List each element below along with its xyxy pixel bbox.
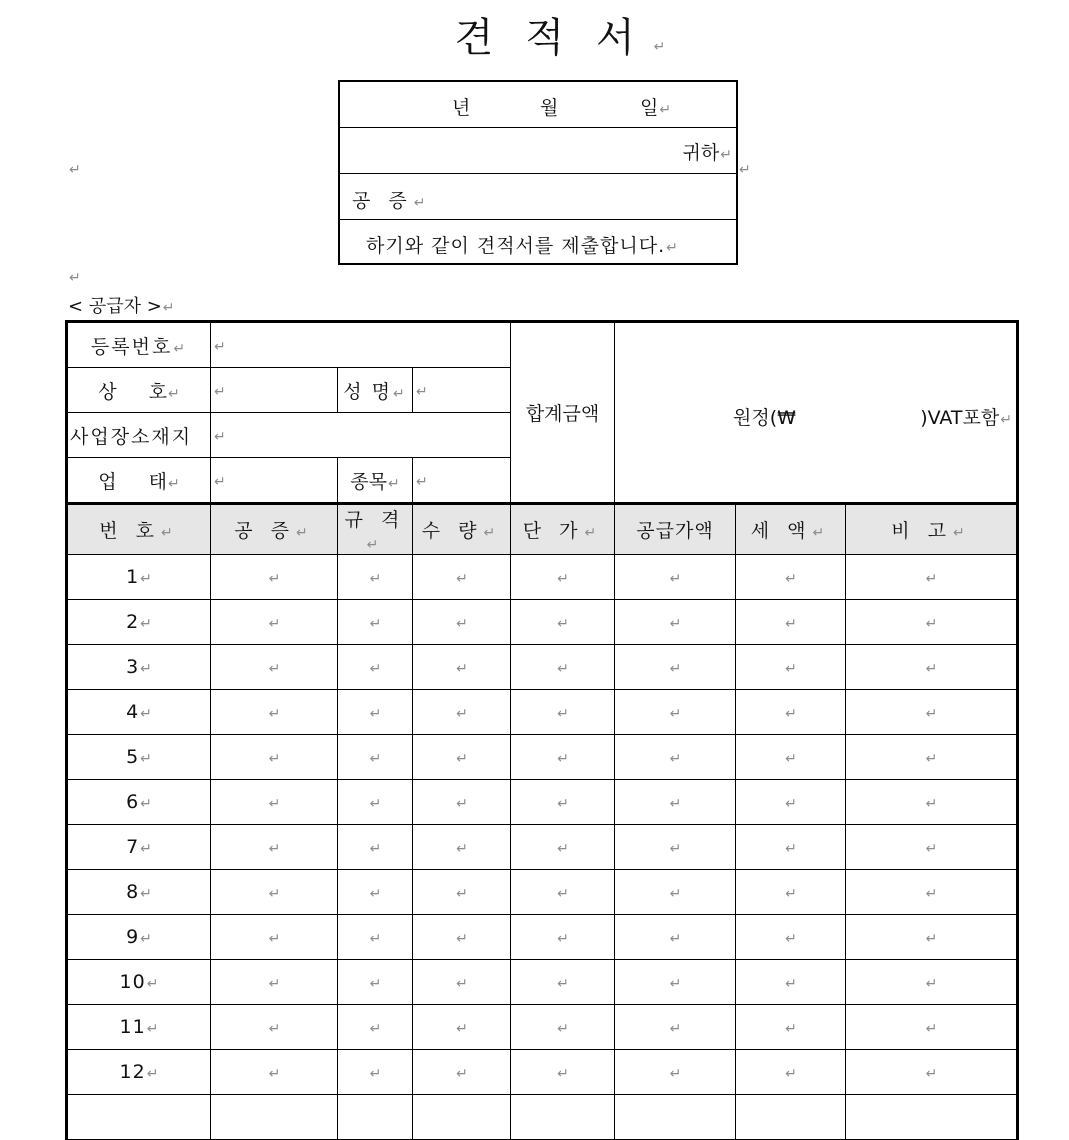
spec-cell[interactable]: [338, 690, 413, 735]
paragraph-mark-icon: ↵: [69, 270, 81, 286]
quantity-cell[interactable]: [413, 960, 511, 1005]
paragraph-mark-icon: ↵: [785, 976, 797, 992]
row-number-cell: 8↵: [67, 870, 211, 915]
unit-price-cell[interactable]: [511, 870, 615, 915]
paragraph-mark-icon: ↵: [416, 384, 428, 400]
note-cell[interactable]: [846, 645, 1018, 690]
row-number-cell: 11↵: [67, 1005, 211, 1050]
item-cell[interactable]: [211, 600, 338, 645]
spec-cell[interactable]: [338, 870, 413, 915]
note-cell[interactable]: [846, 735, 1018, 780]
col-header-spec: 규 격↵: [338, 504, 413, 555]
paragraph-mark-icon: ↵: [173, 340, 188, 357]
paragraph-mark-icon: ↵: [785, 931, 797, 947]
note-cell[interactable]: [846, 690, 1018, 735]
spec-cell[interactable]: [338, 735, 413, 780]
total-suffix: )VAT포함↵: [920, 407, 1012, 429]
supply-amount-cell[interactable]: [615, 735, 736, 780]
paragraph-mark-icon: ↵: [925, 751, 938, 767]
item-cell[interactable]: [211, 1005, 338, 1050]
item-type-value[interactable]: [413, 458, 511, 504]
note-cell[interactable]: [846, 915, 1018, 960]
paragraph-mark-icon: ↵: [369, 976, 382, 992]
paragraph-mark-icon: ↵: [161, 525, 179, 541]
paragraph-mark-icon: ↵: [557, 706, 569, 722]
paragraph-mark-icon: ↵: [140, 796, 152, 812]
tax-cell[interactable]: [736, 825, 846, 870]
spec-cell[interactable]: [338, 1050, 413, 1095]
paragraph-mark-icon: ↵: [785, 1066, 797, 1082]
paragraph-mark-icon: ↵: [925, 886, 938, 902]
tax-cell[interactable]: [736, 600, 846, 645]
tax-cell[interactable]: [736, 915, 846, 960]
items-body: [67, 555, 1018, 1140]
paragraph-mark-icon: ↵: [925, 931, 938, 947]
paragraph-mark-icon: ↵: [557, 841, 569, 857]
paragraph-mark-icon: ↵: [669, 886, 682, 902]
paragraph-mark-icon: ↵: [456, 886, 468, 902]
paragraph-mark-icon: ↵: [140, 931, 152, 947]
table-row: [67, 600, 1018, 645]
col-header-quantity: 수 량↵: [413, 504, 511, 555]
paragraph-mark-icon: ↵: [785, 841, 797, 857]
quantity-cell[interactable]: [413, 870, 511, 915]
supply-amount-cell[interactable]: [615, 870, 736, 915]
paragraph-mark-icon: ↵: [268, 616, 281, 632]
note-cell[interactable]: [846, 600, 1018, 645]
paragraph-mark-icon: ↵: [369, 1066, 382, 1082]
table-row: [67, 645, 1018, 690]
spec-cell[interactable]: [338, 1095, 413, 1140]
item-cell[interactable]: [211, 915, 338, 960]
supply-amount-cell[interactable]: [615, 915, 736, 960]
recipient-row: [340, 127, 736, 173]
total-amount-label: 합계금액: [511, 322, 615, 504]
paragraph-mark-icon: ↵: [669, 841, 682, 857]
paragraph-mark-icon: ↵: [140, 661, 152, 677]
row-number-cell: 1↵: [67, 555, 211, 600]
paragraph-mark-icon: ↵: [653, 39, 670, 55]
paragraph-mark-icon: ↵: [296, 525, 314, 541]
supply-amount-cell[interactable]: [615, 780, 736, 825]
paragraph-mark-icon: ↵: [557, 1021, 569, 1037]
paragraph-mark-icon: ↵: [268, 1066, 281, 1082]
col-header-number: 번 호↵: [67, 504, 211, 555]
paragraph-mark-icon: ↵: [268, 1021, 281, 1037]
supplier-section-label: < 공급자 >↵: [68, 296, 175, 317]
paragraph-mark-icon: ↵: [557, 886, 569, 902]
unit-price-cell[interactable]: [511, 690, 615, 735]
col-header-unit-price: 단 가↵: [511, 504, 615, 555]
row-number-cell: 2↵: [67, 600, 211, 645]
paragraph-mark-icon: ↵: [785, 751, 797, 767]
paragraph-mark-icon: ↵: [456, 616, 468, 632]
paragraph-mark-icon: ↵: [268, 706, 281, 722]
table-row: [67, 1095, 1018, 1140]
unit-price-cell[interactable]: [511, 780, 615, 825]
paragraph-mark-icon: ↵: [557, 1066, 569, 1082]
row-number-cell: 9↵: [67, 915, 211, 960]
paragraph-mark-icon: ↵: [167, 475, 180, 492]
month-label: 월: [540, 97, 559, 119]
paragraph-mark-icon: ↵: [369, 1021, 382, 1037]
quantity-cell[interactable]: [413, 600, 511, 645]
items-table: [65, 502, 1019, 1140]
paragraph-mark-icon: ↵: [669, 931, 682, 947]
tax-cell[interactable]: [736, 960, 846, 1005]
row-number-cell: 12↵: [67, 1050, 211, 1095]
supply-amount-cell[interactable]: [615, 960, 736, 1005]
total-prefix: 원정(₩: [733, 407, 796, 429]
unit-price-cell[interactable]: [511, 915, 615, 960]
supply-amount-cell[interactable]: [615, 645, 736, 690]
table-row: [67, 825, 1018, 870]
supply-amount-cell[interactable]: [615, 1005, 736, 1050]
note-cell[interactable]: [846, 870, 1018, 915]
paragraph-mark-icon: ↵: [268, 571, 281, 587]
paragraph-mark-icon: ↵: [785, 571, 797, 587]
note-cell[interactable]: [846, 1005, 1018, 1050]
paragraph-mark-icon: ↵: [666, 240, 679, 256]
paragraph-mark-icon: ↵: [69, 162, 81, 178]
items-header-row: [67, 504, 1018, 555]
paragraph-mark-icon: ↵: [268, 886, 281, 902]
business-type-label: 업 태↵: [67, 458, 211, 504]
paragraph-mark-icon: ↵: [669, 571, 682, 587]
paragraph-mark-icon: ↵: [785, 886, 797, 902]
row-number-cell: 7↵: [67, 825, 211, 870]
paragraph-mark-icon: ↵: [925, 661, 938, 677]
date-row: [340, 82, 736, 127]
item-cell[interactable]: [211, 645, 338, 690]
paragraph-mark-icon: ↵: [953, 525, 971, 541]
paragraph-mark-icon: ↵: [369, 706, 382, 722]
item-type-label: 종목↵: [338, 458, 413, 504]
paragraph-mark-icon: ↵: [167, 385, 180, 402]
table-row: [67, 960, 1018, 1005]
spec-cell[interactable]: [338, 915, 413, 960]
tax-cell[interactable]: [736, 1050, 846, 1095]
table-row: [67, 690, 1018, 735]
col-header-supply-amount: 공급가액: [615, 504, 736, 555]
supply-amount-cell[interactable]: [615, 1095, 736, 1140]
paragraph-mark-icon: ↵: [557, 751, 569, 767]
document-title: [0, 10, 1069, 75]
recipient-suffix: 귀하↵: [682, 142, 732, 164]
title-char: 견: [454, 15, 498, 61]
business-type-value[interactable]: [211, 458, 338, 504]
paragraph-mark-icon: ↵: [366, 537, 385, 553]
paragraph-mark-icon: ↵: [456, 751, 468, 767]
supply-amount-cell[interactable]: [615, 825, 736, 870]
paragraph-mark-icon: ↵: [369, 616, 382, 632]
paragraph-mark-icon: ↵: [925, 1066, 938, 1082]
row-number-cell: 6↵: [67, 780, 211, 825]
paragraph-mark-icon: ↵: [162, 300, 175, 316]
address-value[interactable]: [211, 413, 511, 458]
tax-cell[interactable]: [736, 780, 846, 825]
paragraph-mark-icon: ↵: [456, 931, 468, 947]
unit-price-cell[interactable]: [511, 1095, 615, 1140]
subject-label: 공 증↵: [352, 190, 432, 212]
quantity-cell[interactable]: [413, 690, 511, 735]
paragraph-mark-icon: ↵: [925, 616, 938, 632]
unit-price-cell[interactable]: [511, 960, 615, 1005]
total-amount-value[interactable]: [615, 322, 1018, 504]
tax-cell[interactable]: [736, 645, 846, 690]
supply-amount-cell[interactable]: [615, 1050, 736, 1095]
paragraph-mark-icon: ↵: [669, 751, 682, 767]
table-row: [67, 1005, 1018, 1050]
paragraph-mark-icon: ↵: [214, 429, 226, 445]
paragraph-mark-icon: ↵: [669, 706, 682, 722]
paragraph-mark-icon: ↵: [456, 1021, 468, 1037]
paragraph-mark-icon: ↵: [669, 976, 682, 992]
paragraph-mark-icon: ↵: [785, 796, 797, 812]
quantity-cell[interactable]: [413, 735, 511, 780]
title-char: 서: [595, 15, 639, 61]
unit-price-cell[interactable]: [511, 645, 615, 690]
note-row: [340, 219, 736, 265]
table-row: [67, 735, 1018, 780]
paragraph-mark-icon: ↵: [925, 571, 938, 587]
unit-price-cell[interactable]: [511, 600, 615, 645]
tax-cell[interactable]: [736, 690, 846, 735]
paragraph-mark-icon: ↵: [140, 841, 152, 857]
unit-price-cell[interactable]: [511, 735, 615, 780]
paragraph-mark-icon: ↵: [369, 886, 382, 902]
paragraph-mark-icon: ↵: [785, 661, 797, 677]
paragraph-mark-icon: ↵: [214, 339, 226, 355]
company-name-value[interactable]: [211, 368, 338, 413]
quantity-cell[interactable]: [413, 825, 511, 870]
item-cell[interactable]: [211, 780, 338, 825]
paragraph-mark-icon: ↵: [1000, 412, 1012, 428]
spec-cell[interactable]: [338, 645, 413, 690]
supply-amount-cell[interactable]: [615, 555, 736, 600]
tax-cell[interactable]: [736, 555, 846, 600]
col-header-item: 공 증↵: [211, 504, 338, 555]
paragraph-mark-icon: ↵: [669, 796, 682, 812]
supply-amount-cell[interactable]: [615, 690, 736, 735]
year-label: 년: [452, 97, 471, 119]
table-row: [67, 1050, 1018, 1095]
paragraph-mark-icon: ↵: [146, 1021, 159, 1037]
paragraph-mark-icon: ↵: [456, 976, 468, 992]
tax-cell[interactable]: [736, 1095, 846, 1140]
paragraph-mark-icon: ↵: [268, 931, 281, 947]
paragraph-mark-icon: ↵: [669, 661, 682, 677]
paragraph-mark-icon: ↵: [146, 1066, 159, 1082]
item-cell[interactable]: [211, 870, 338, 915]
paragraph-mark-icon: ↵: [369, 751, 382, 767]
paragraph-mark-icon: ↵: [268, 976, 281, 992]
paragraph-mark-icon: ↵: [557, 616, 569, 632]
paragraph-mark-icon: ↵: [268, 751, 281, 767]
item-cell[interactable]: [211, 960, 338, 1005]
representative-label: 성 명↵: [338, 368, 413, 413]
paragraph-mark-icon: ↵: [369, 571, 382, 587]
submission-note: 하기와 같이 견적서를 제출합니다.↵: [366, 235, 679, 257]
row-number-cell: 3↵: [67, 645, 211, 690]
quantity-cell[interactable]: [413, 1095, 511, 1140]
paragraph-mark-icon: ↵: [785, 706, 797, 722]
item-cell[interactable]: [211, 1095, 338, 1140]
spec-cell[interactable]: [338, 555, 413, 600]
paragraph-mark-icon: ↵: [456, 1066, 468, 1082]
representative-value[interactable]: [413, 368, 511, 413]
paragraph-mark-icon: ↵: [369, 931, 382, 947]
paragraph-mark-icon: ↵: [146, 976, 159, 992]
paragraph-mark-icon: ↵: [393, 385, 407, 402]
note-cell[interactable]: [846, 960, 1018, 1005]
title-char: 적: [525, 15, 568, 61]
paragraph-mark-icon: ↵: [785, 616, 797, 632]
spec-cell[interactable]: [338, 600, 413, 645]
supply-amount-cell[interactable]: [615, 600, 736, 645]
spec-cell[interactable]: [338, 780, 413, 825]
paragraph-mark-icon: ↵: [584, 525, 603, 541]
quantity-cell[interactable]: [413, 555, 511, 600]
paragraph-mark-icon: ↵: [456, 841, 468, 857]
item-cell[interactable]: [211, 1050, 338, 1095]
paragraph-mark-icon: ↵: [140, 616, 152, 632]
note-cell[interactable]: [846, 555, 1018, 600]
paragraph-mark-icon: ↵: [557, 976, 569, 992]
item-cell[interactable]: [211, 555, 338, 600]
note-cell[interactable]: [846, 1050, 1018, 1095]
paragraph-mark-icon: ↵: [456, 571, 468, 587]
spec-cell[interactable]: [338, 960, 413, 1005]
table-row: [67, 780, 1018, 825]
paragraph-mark-icon: ↵: [456, 661, 468, 677]
paragraph-mark-icon: ↵: [669, 616, 682, 632]
paragraph-mark-icon: ↵: [483, 525, 502, 541]
paragraph-mark-icon: ↵: [925, 841, 938, 857]
paragraph-mark-icon: ↵: [456, 706, 468, 722]
address-label: 사업장소재지: [67, 413, 211, 458]
paragraph-mark-icon: ↵: [720, 147, 732, 163]
tax-cell[interactable]: [736, 1005, 846, 1050]
unit-price-cell[interactable]: [511, 825, 615, 870]
paragraph-mark-icon: ↵: [925, 706, 938, 722]
paragraph-mark-icon: ↵: [140, 886, 152, 902]
tax-cell[interactable]: [736, 870, 846, 915]
paragraph-mark-icon: ↵: [140, 751, 152, 767]
paragraph-mark-icon: ↵: [214, 384, 226, 400]
row-number-cell: 10↵: [67, 960, 211, 1005]
day-label: 일↵: [640, 97, 672, 119]
paragraph-mark-icon: ↵: [557, 796, 569, 812]
table-row: [67, 915, 1018, 960]
paragraph-mark-icon: ↵: [557, 931, 569, 947]
paragraph-mark-icon: ↵: [925, 796, 938, 812]
item-cell[interactable]: [211, 825, 338, 870]
paragraph-mark-icon: ↵: [369, 841, 382, 857]
paragraph-mark-icon: ↵: [387, 475, 400, 492]
quantity-cell[interactable]: [413, 780, 511, 825]
table-row: [67, 555, 1018, 600]
paragraph-mark-icon: ↵: [140, 571, 152, 587]
paragraph-mark-icon: ↵: [268, 661, 281, 677]
subject-row: [340, 173, 736, 219]
row-number-cell: [67, 1095, 211, 1140]
paragraph-mark-icon: ↵: [413, 195, 432, 211]
unit-price-cell[interactable]: [511, 555, 615, 600]
quantity-cell[interactable]: [413, 645, 511, 690]
row-number-cell: 4↵: [67, 690, 211, 735]
unit-price-cell[interactable]: [511, 1050, 615, 1095]
paragraph-mark-icon: ↵: [925, 976, 938, 992]
paragraph-mark-icon: ↵: [369, 661, 382, 677]
paragraph-mark-icon: ↵: [140, 706, 152, 722]
paragraph-mark-icon: ↵: [557, 571, 569, 587]
note-cell[interactable]: [846, 825, 1018, 870]
paragraph-mark-icon: ↵: [669, 1021, 682, 1037]
note-cell[interactable]: [846, 780, 1018, 825]
supplier-table: [65, 320, 1019, 505]
paragraph-mark-icon: ↵: [416, 474, 428, 490]
paragraph-mark-icon: ↵: [369, 796, 382, 812]
quantity-cell[interactable]: [413, 1005, 511, 1050]
paragraph-mark-icon: ↵: [659, 102, 672, 118]
paragraph-mark-icon: ↵: [785, 1021, 797, 1037]
col-header-note: 비 고↵: [846, 504, 1018, 555]
paragraph-mark-icon: ↵: [268, 841, 281, 857]
col-header-tax: 세 액↵: [736, 504, 846, 555]
item-cell[interactable]: [211, 735, 338, 780]
note-cell[interactable]: [846, 1095, 1018, 1140]
paragraph-mark-icon: ↵: [925, 1021, 938, 1037]
item-cell[interactable]: [211, 690, 338, 735]
paragraph-mark-icon: ↵: [214, 474, 226, 490]
unit-price-cell[interactable]: [511, 1005, 615, 1050]
paragraph-mark-icon: ↵: [268, 796, 281, 812]
tax-cell[interactable]: [736, 735, 846, 780]
reg-no-value[interactable]: [211, 322, 511, 368]
paragraph-mark-icon: ↵: [812, 525, 831, 541]
spec-cell[interactable]: [338, 1005, 413, 1050]
table-row: [67, 870, 1018, 915]
paragraph-mark-icon: ↵: [557, 661, 569, 677]
spec-cell[interactable]: [338, 825, 413, 870]
company-name-label: 상 호↵: [67, 368, 211, 413]
reg-no-label: 등록번호↵: [67, 322, 211, 368]
quantity-cell[interactable]: [413, 1050, 511, 1095]
paragraph-mark-icon: ↵: [739, 162, 751, 178]
quantity-cell[interactable]: [413, 915, 511, 960]
paragraph-mark-icon: ↵: [456, 796, 468, 812]
paragraph-mark-icon: ↵: [669, 1066, 682, 1082]
row-number-cell: 5↵: [67, 735, 211, 780]
header-box: [338, 80, 738, 265]
